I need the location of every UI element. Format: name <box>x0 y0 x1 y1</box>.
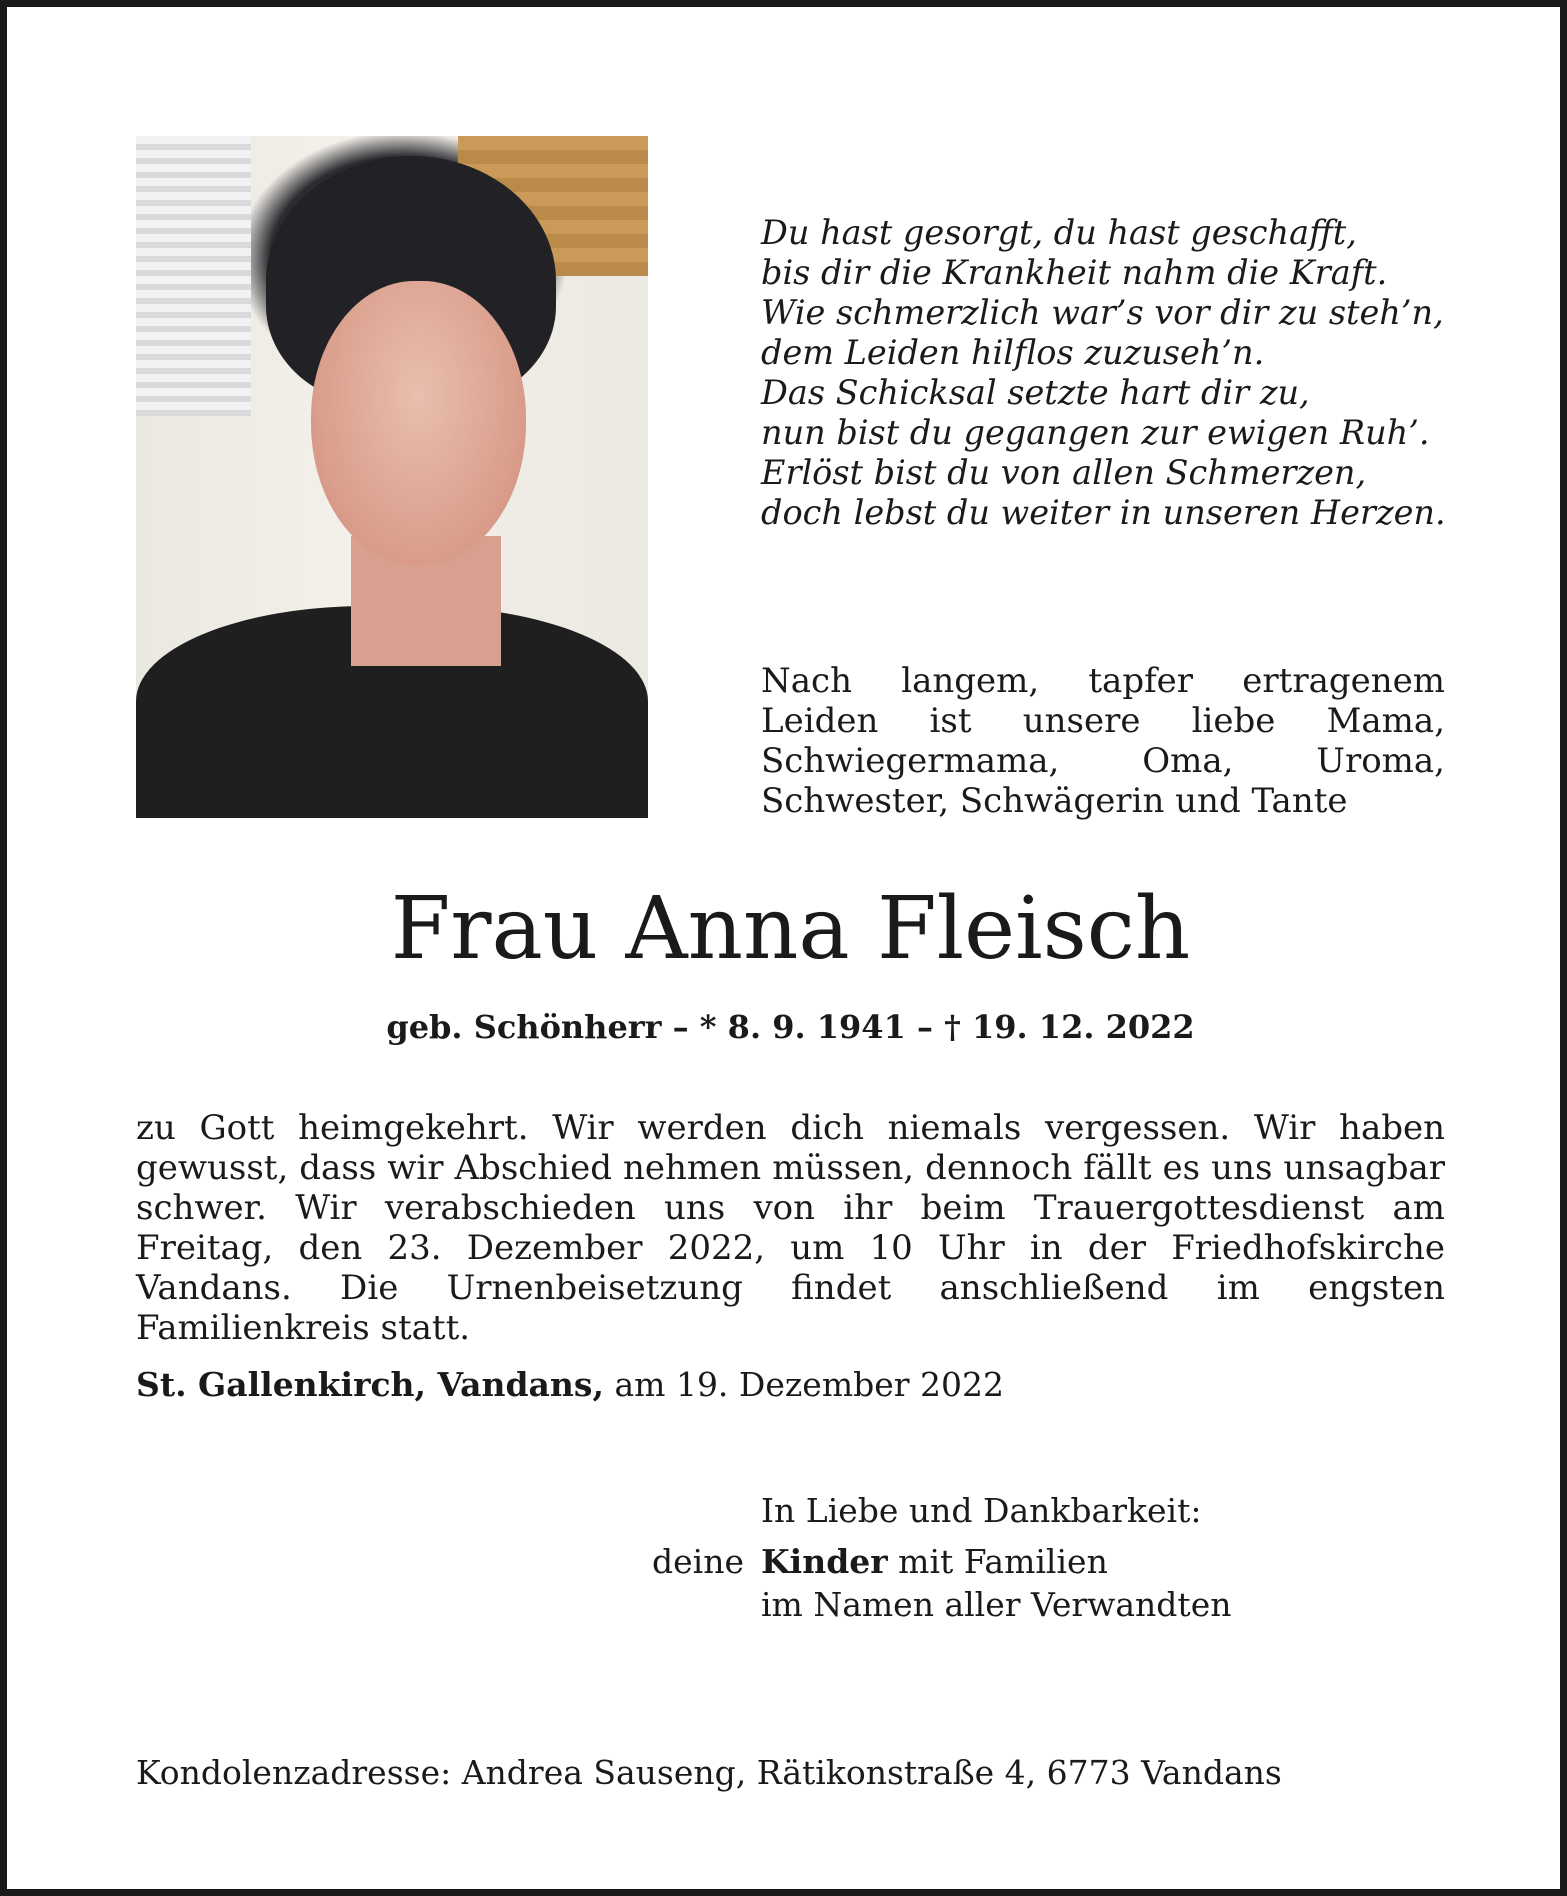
signature-line-2 <box>652 1542 1108 1582</box>
birth-death-line: geb. Schönherr – * 8. 9. 1941 – † 19. 12. 2022 <box>386 1008 1195 1046</box>
place-date-text: am 19. Dezember 2022 <box>604 1365 1005 1404</box>
poem <box>761 213 1446 533</box>
window-blind <box>136 136 251 416</box>
deceased-name: Frau Anna Fleisch <box>390 879 1191 979</box>
poem-line: Das Schicksal setzte hart dir zu, <box>761 373 1310 412</box>
poem-line: nun bist du gegangen zur ewigen Ruh’. <box>761 413 1430 452</box>
intro-text: Nach langem, tapfer ertragenem Leiden ist unsere liebe Mama, Schwiegermama, Oma, Uroma, Schwester, Schwägerin und Tante <box>761 661 1445 821</box>
place-location: St. Gallenkirch, Vandans, <box>136 1365 604 1404</box>
body-text: zu Gott heimgekehrt. Wir werden dich niemals vergessen. Wir haben gewusst, dass wir Abschied nehmen müssen, dennoch fällt es uns unsagbar schwer. Wir verabschieden uns von ihr beim Trauergottesdienst am Freitag, den 23. Dezember 2022, um 10 Uhr in der Friedhofskirche Vandans. Die Urnenbeisetzung findet anschließend im engsten Familienkreis statt. <box>136 1108 1445 1348</box>
signature-bold: Kinder <box>761 1542 888 1581</box>
poem-line: Du hast gesorgt, du hast geschafft, <box>761 213 1357 252</box>
poem-line: Erlöst bist du von allen Schmerzen, <box>761 453 1367 492</box>
portrait-photo <box>136 136 648 818</box>
poem-line: bis dir die Krankheit nahm die Kraft. <box>761 253 1388 292</box>
poem-line: doch lebst du weiter in unseren Herzen. <box>761 493 1446 532</box>
signature-prefix: deine <box>652 1542 744 1581</box>
face <box>311 281 526 566</box>
signature-rest: mit Familien <box>887 1542 1108 1581</box>
place-date <box>136 1365 1004 1405</box>
poem-line: dem Leiden hilflos zuzuseh’n. <box>761 333 1265 372</box>
poem-line: Wie schmerzlich war’s vor dir zu steh’n, <box>761 293 1444 332</box>
condolence-address: Kondolenzadresse: Andrea Sauseng, Rätikonstraße 4, 6773 Vandans <box>136 1753 1282 1792</box>
signature-line-1: In Liebe und Dankbarkeit: <box>761 1491 1202 1530</box>
signature-line-3: im Namen aller Verwandten <box>761 1585 1232 1624</box>
